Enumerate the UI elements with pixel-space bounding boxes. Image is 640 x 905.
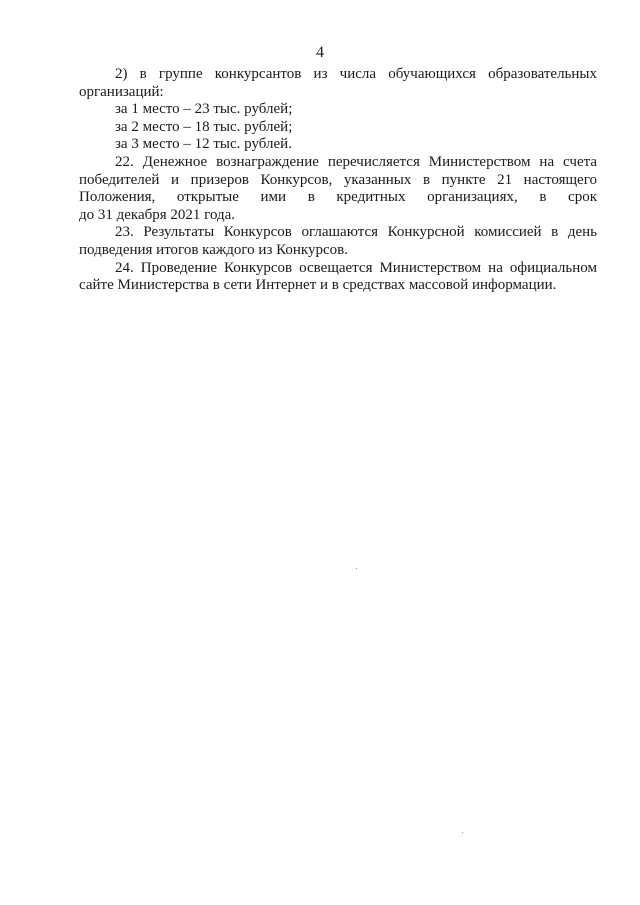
paragraph-24: 24. Проведение Конкурсов освещается Министерством на официальном сайте Министерства в сети Интернет и в средствах массовой информации. [79, 259, 597, 294]
prize-first-place: за 1 место – 23 тыс. рублей; [115, 101, 293, 118]
paragraph-22-deadline: до 31 декабря 2021 года. [79, 206, 236, 223]
paragraph-23: 23. Результаты Конкурсов оглашаются Конкурсной комиссией в день подведения итогов каждого из Конкурсов. [79, 224, 597, 258]
scan-speck [356, 568, 357, 569]
page-number: 4 [316, 44, 324, 61]
scan-speck [462, 832, 463, 833]
prize-second-place: за 2 место – 18 тыс. рублей; [115, 118, 293, 135]
document-body [79, 66, 597, 295]
paragraph-22: 22. Денежное вознаграждение перечисляется Министерством на счета победителей и призеров Конкурсов, указанных в пункте 21 настоящего Положения, открытые ими в кредитных организациях, в срок [79, 153, 597, 206]
paragraph-group-2: 2) в группе конкурсантов из числа обучающихся образовательных организаций: [79, 66, 597, 100]
prize-third-place: за 3 место – 12 тыс. рублей. [115, 136, 292, 153]
